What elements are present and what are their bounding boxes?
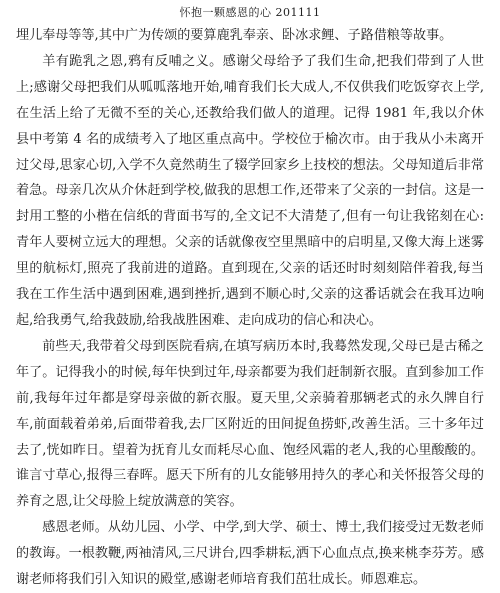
- page-header-title: 怀抱一颗感恩的心 201111: [179, 6, 321, 19]
- paragraph-3: 前些天,我带着父母到医院看病,在填写病历本时,我蓦然发现,父母已是古稀之年了。记得我小的时候,每年快到过年,母亲都要为我们赶制新衣服。直到参加工作前,我每年过年都是穿母亲做的新衣服。夏天里,父亲骑着那辆老式的永久牌自行车,前面载着弟弟,后面带着我,去厂区附近的田间捉鱼捞虾,改善生活。三十多年过去了,恍如昨日。望着为抚育儿女而耗尽心血、饱经风霜的老人,我的心里酸酸的。谁言寸草心,报得三春晖。愿天下所有的儿女能够用持久的孝心和关怀报答父母的养育之恩,让父母脸上绽放满意的笑容。: [16, 338, 484, 510]
- paragraph-4: 感恩老师。从幼儿园、小学、中学,到大学、硕士、博士,我们接受过无数老师的教诲。一根教鞭,两袖清风,三尺讲台,四季耕耘,洒下心血点点,换来桃李芬芳。感谢老师将我们引入知识的殿堂,感谢老师培育我们茁壮成长。师恩难忘。: [16, 520, 484, 588]
- paragraph-1: 埋儿奉母等等,其中广为传颂的要算鹿乳奉亲、卧冰求鲤、子路借粮等故事。: [16, 28, 453, 43]
- paragraph-2: 羊有跪乳之恩,鸦有反哺之义。感谢父母给予了我们生命,把我们带到了人世上;感谢父母把我们从呱呱落地开始,哺育我们长大成人,不仅供我们吃饭穿衣上学,在生活上给了无微不至的关心,还教给我们做人的道理。记得 1981 年,我以介休县中考第 4 名的成绩考入了地区重点高中。学校位于榆次市。由于我从小未离开过父母,思家心切,入学不久竟然萌生了辍学回家乡上技校的想法。父母知道后非常着急。母亲几次从介休赶到学校,做我的思想工作,还带来了父亲的一封信。这是一封用工整的小楷在信纸的背面书写的,全文记不大清楚了,但有一句让我铭刻在心:青年人要树立远大的理想。父亲的话就像夜空里黑暗中的启明星,又像大海上迷雾里的航标灯,照亮了我前进的道路。直到现在,父亲的话还时时刻刻陪伴着我,每当我在工作生活中遇到困难,遇到挫折,遇到不顺心时,父亲的这番话就会在我耳边响起,给我勇气,给我鼓励,给我战胜困难、走向成功的信心和决心。: [16, 53, 484, 328]
